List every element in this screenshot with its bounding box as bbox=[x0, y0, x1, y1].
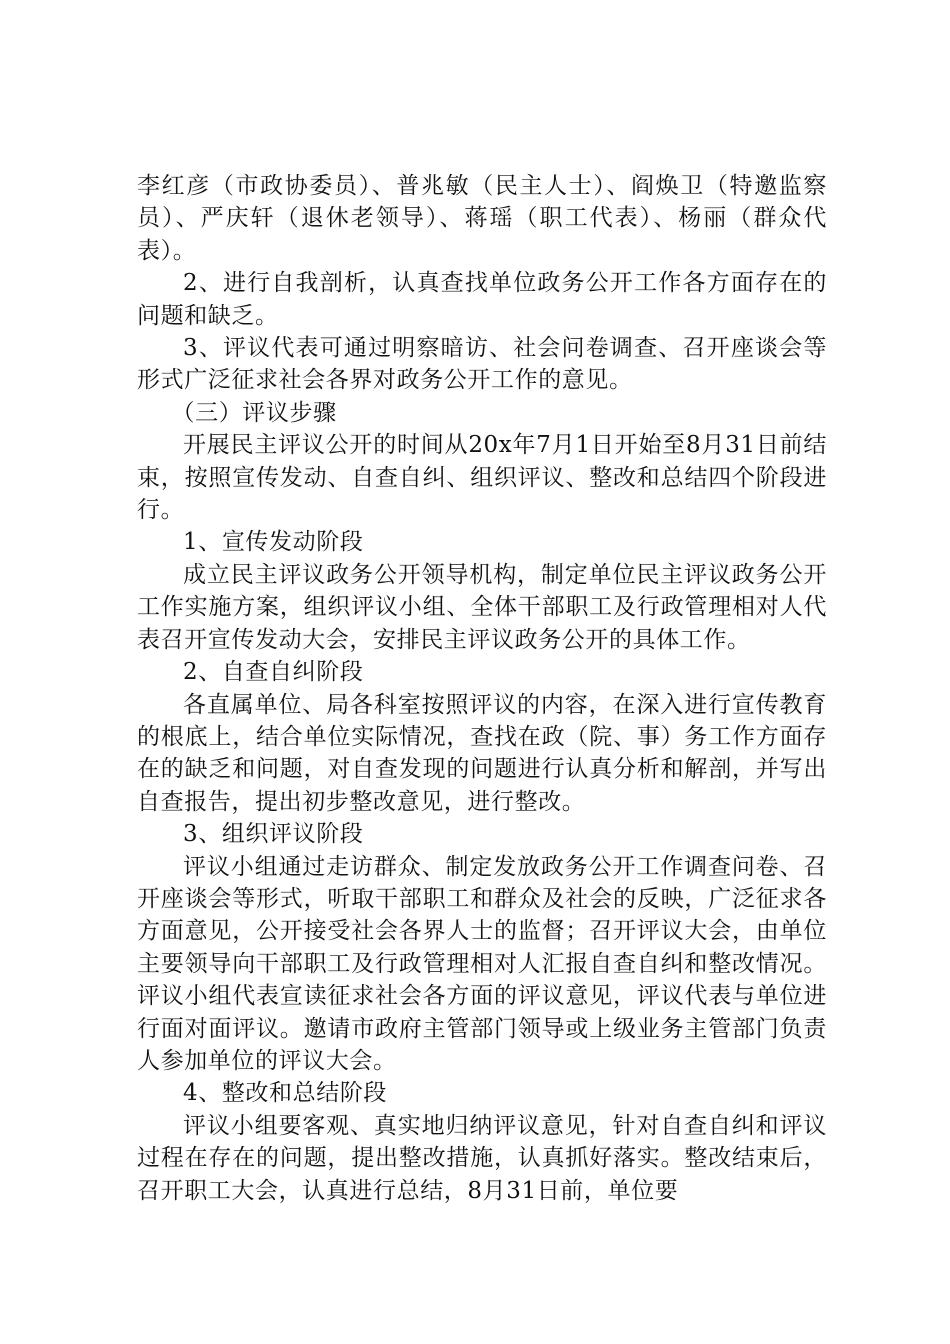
section-heading-review-steps: （三）评议步骤 bbox=[171, 399, 337, 426]
paragraph-members: 李红彦（市政协委员）、普兆敏（民主人士）、阎焕卫（特邀监察员）、严庆轩（退休老领导）、蒋瑶（职工代表）、杨丽（群众代表）。 bbox=[137, 173, 827, 264]
paragraph-steps-intro: 开展民主评议公开的时间从20x年7月1日开始至8月31日前结束，按照宣传发动、自查自纠、组织评议、整改和总结四个阶段进行。 bbox=[137, 432, 827, 524]
paragraph-item-2: 2、进行自我剖析，认真查找单位政务公开工作各方面存在的问题和缺乏。 bbox=[137, 270, 827, 329]
paragraph-item-3: 3、评议代表可通过明察暗访、社会问卷调查、召开座谈会等形式广泛征求社会各界对政务公开工作的意见。 bbox=[137, 335, 827, 394]
stage-3-title: 3、组织评议阶段 bbox=[183, 821, 364, 848]
stage-1-title: 1、宣传发动阶段 bbox=[183, 529, 364, 556]
document-body bbox=[137, 170, 827, 1207]
stage-3-body: 评议小组通过走访群众、制定发放政务公开工作调查问卷、召开座谈会等形式，听取干部职工和群众及社会的反映，广泛征求各方面意见，公开接受社会各界人士的监督；召开评议大会，由单位主要领导向干部职工及行政管理相对人汇报自查自纠和整改情况。评议小组代表宣读征求社会各方面的评议意见，评议代表与单位进行面对面评议。邀请市政府主管部门领导或上级业务主管部门负责人参加单位的评议大会。 bbox=[137, 853, 827, 1074]
stage-2-title: 2、自查自纠阶段 bbox=[183, 659, 364, 686]
stage-1-body: 成立民主评议政务公开领导机构，制定单位民主评议政务公开工作实施方案，组织评议小组、全体干部职工及行政管理相对人代表召开宣传发动大会，安排民主评议政务公开的具体工作。 bbox=[137, 561, 827, 653]
stage-4-title: 4、整改和总结阶段 bbox=[183, 1080, 388, 1107]
stage-4-body: 评议小组要客观、真实地归纳评议意见，针对自查自纠和评议过程在存在的问题，提出整改措施，认真抓好落实。整改结束后，召开职工大会，认真进行总结，8月31日前，单位要 bbox=[137, 1112, 827, 1204]
stage-2-body: 各直属单位、局各科室按照评议的内容，在深入进行宣传教育的根底上，结合单位实际情况，查找在政（院、事）务工作方面存在的缺乏和问题，对自查发现的问题进行认真分析和解剖，并写出自查报告，提出初步整改意见，进行整改。 bbox=[137, 691, 827, 815]
